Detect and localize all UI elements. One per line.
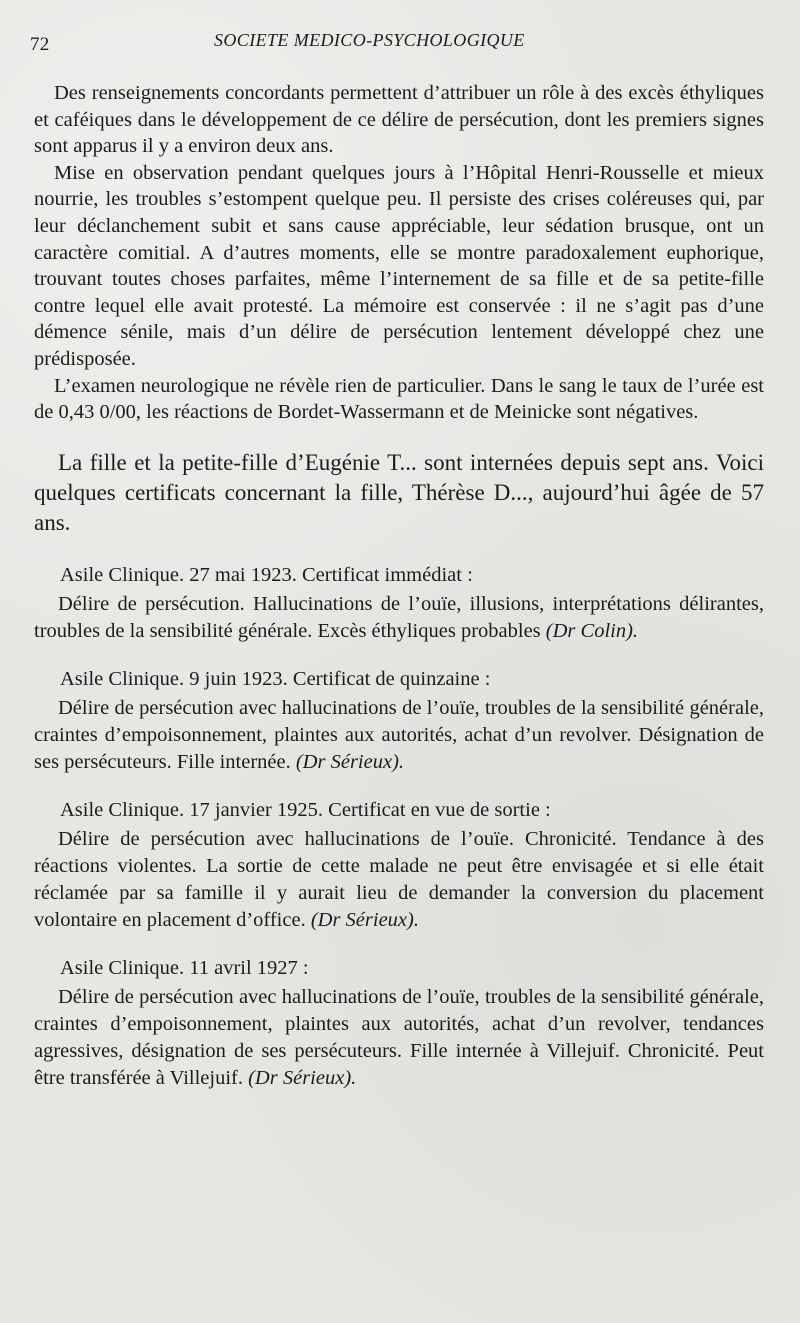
certificate-block-1 [34,561,764,645]
certificate-heading: Asile Clinique. 9 juin 1923. Certificat de quinzaine : [60,667,491,690]
certificate-body: Délire de persécution avec hallucinations de l’ouïe, troubles de la sensibilité générale, craintes d’empoisonnement, plaintes aux autorités, achat d’un revolver, tendances agressives, désignation de ses persécuteurs. Fille internée à Villejuif. Chronicité. Peut être transférée à Villejuif. [34,985,764,1089]
section-lead: La fille et la petite-fille d’Eugénie T... sont internées depuis sept ans. Voici quelques certificats concernant la fille, Thérèse D..., aujourd’hui âgée de 57 ans. [34,449,764,535]
certificate-body: Délire de persécution. Hallucinations de l’ouïe, illusions, interprétations délirantes, troubles de la sensibilité générale. Excès éthyliques probables [34,592,764,642]
certificate-text [34,984,764,1092]
certificate-body: Délire de persécution avec hallucinations de l’ouïe. Chronicité. Tendance à des réactions violentes. La sortie de cette malade ne peut être envisagée et si elle était réclamée par sa famille il y aurait lieu de demander la conversion du placement volontaire en placement d’office. [34,827,764,931]
running-head-title: SOCIETE MEDICO-PSYCHOLOGIQUE [214,30,525,50]
certificate-text [34,826,764,934]
certificate-signature: (Dr Sérieux). [295,750,405,773]
certificate-block-4 [34,954,764,1092]
certificate-signature: (Dr Sérieux). [248,1066,357,1089]
running-head [30,26,764,56]
certificate-signature: (Dr Colin). [545,619,639,642]
paragraph-2: Mise en observation pendant quelques jours à l’Hôpital Henri-Rousselle et mieux nourrie, les troubles s’estompent quelque peu. Il persiste des crises coléreuses qui, par leur déclanchement subit et sans cause appréciable, leur sédation brusque, ont un caractère comitial. A d’autres moments, elle se montre paradoxalement euphorique, trouvant toutes choses parfaites, même l’internement de sa fille et de sa petite-fille contre lequel elle avait protesté. La mémoire est conservée : il ne s’agit pas d’une démence sénile, mais d’un délire de persécution lentement développé chez une prédisposée. [34,161,764,370]
certificate-body: Délire de persécution avec hallucinations de l’ouïe, troubles de la sensibilité générale, craintes d’empoisonnement, plaintes aux autorités, achat d’un revolver. Désignation de ses persécuteurs. Fille internée. [34,696,764,773]
certificate-block-3 [34,796,764,934]
certificate-heading: Asile Clinique. 11 avril 1927 : [60,956,309,979]
paragraph-3: L’examen neurologique ne révèle rien de particulier. Dans le sang le taux de l’urée est de 0,43 0/00, les réactions de Bordet-Wassermann et de Meinicke sont négatives. [34,374,764,424]
page-number: 72 [30,34,50,55]
certificate-heading: Asile Clinique. 17 janvier 1925. Certificat en vue de sortie : [60,798,551,821]
certificate-block-2 [34,665,764,776]
certificate-text [34,591,764,645]
main-body [34,80,764,1092]
paragraph-1: Des renseignements concordants permettent d’attribuer un rôle à des excès éthyliques et caféiques dans le développement de ce délire de persécution, dont les premiers signes sont apparus il y a environ deux ans. [34,82,764,158]
certificate-text [34,695,764,776]
certificate-signature: (Dr Sérieux). [310,908,419,931]
certificate-heading: Asile Clinique. 27 mai 1923. Certificat immédiat : [60,563,473,586]
